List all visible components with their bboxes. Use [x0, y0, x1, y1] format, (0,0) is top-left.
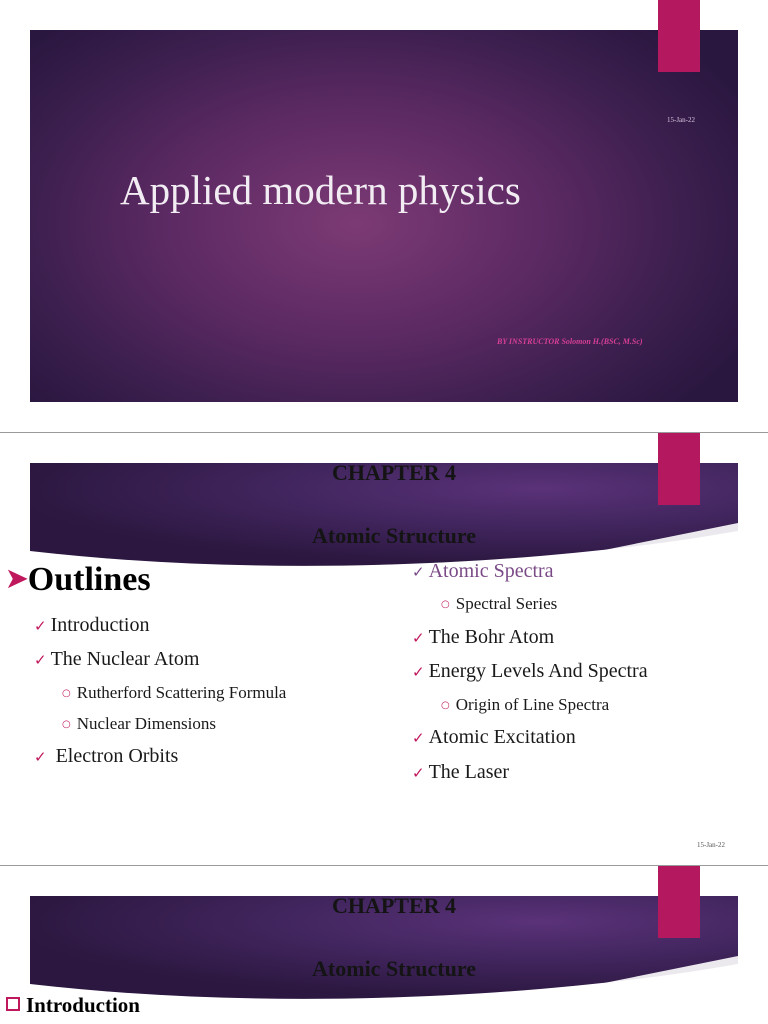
- checkmark-icon: ✓: [412, 764, 425, 782]
- slide-date: 15-Jan-22: [667, 116, 695, 124]
- checkmark-icon: ✓: [34, 617, 47, 635]
- circle-bullet-icon: ○: [441, 599, 450, 610]
- checkmark-icon: ✓: [412, 563, 425, 581]
- outline-item: [412, 626, 554, 649]
- chapter-heading: CHAPTER 4: [331, 460, 457, 485]
- outline-item-label: Energy Levels And Spectra: [428, 660, 648, 682]
- checkmark-icon: ✓: [412, 663, 425, 681]
- outline-subitem-label: Origin of Line Spectra: [455, 695, 610, 714]
- chapter-subject: Atomic Structure: [312, 523, 476, 548]
- outline-subitem-label: Spectral Series: [455, 594, 558, 613]
- outline-item-label: Atomic Excitation: [428, 726, 576, 748]
- arrow-right-icon: ➤: [6, 564, 28, 593]
- chapter-subject: Atomic Structure: [312, 956, 476, 981]
- outline-item: [34, 648, 199, 671]
- outline-subitem-label: Rutherford Scattering Formula: [76, 683, 287, 702]
- section-heading-label: Introduction: [26, 993, 140, 1017]
- outline-item-label: Atomic Spectra: [428, 560, 554, 582]
- outline-item-label: The Nuclear Atom: [50, 648, 200, 670]
- instructor-byline: BY INSTRUCTOR Solomon H.(BSC, M.Sc): [497, 337, 643, 346]
- checkmark-icon: ✓: [34, 748, 47, 766]
- accent-tab: [658, 0, 700, 72]
- outline-subitem: [62, 683, 286, 703]
- circle-bullet-icon: ○: [62, 688, 71, 699]
- section-heading: [6, 993, 140, 1018]
- outline-subitem-label: Nuclear Dimensions: [76, 714, 217, 733]
- title-slide-background: [30, 30, 738, 402]
- outline-item: [412, 660, 648, 683]
- presentation-title: Applied modern physics: [120, 167, 521, 213]
- slide-3: [0, 866, 768, 1024]
- circle-bullet-icon: ○: [441, 700, 450, 711]
- outline-item-label: Introduction: [50, 614, 150, 636]
- chapter-heading: CHAPTER 4: [331, 893, 457, 918]
- outline-item: [34, 745, 178, 768]
- slide-1: [0, 0, 768, 432]
- outlines-label: Outlines: [27, 561, 151, 598]
- outline-subitem: [441, 594, 557, 614]
- outlines-heading: [6, 561, 151, 599]
- outline-item-label: The Bohr Atom: [428, 626, 555, 648]
- outline-item: [412, 726, 576, 749]
- outline-item-label: The Laser: [428, 761, 510, 783]
- checkmark-icon: ✓: [412, 729, 425, 747]
- outline-subitem: [62, 714, 216, 734]
- outline-item: [412, 560, 554, 583]
- slide-date: 15-Jan-22: [697, 841, 725, 849]
- square-bullet-icon: [6, 997, 20, 1011]
- circle-bullet-icon: ○: [62, 719, 71, 730]
- outline-item: [412, 761, 509, 784]
- outline-item: [34, 614, 149, 637]
- outline-item-label: Electron Orbits: [50, 745, 179, 767]
- slide-2: [0, 433, 768, 865]
- checkmark-icon: ✓: [412, 629, 425, 647]
- checkmark-icon: ✓: [34, 651, 47, 669]
- outline-subitem: [441, 695, 609, 715]
